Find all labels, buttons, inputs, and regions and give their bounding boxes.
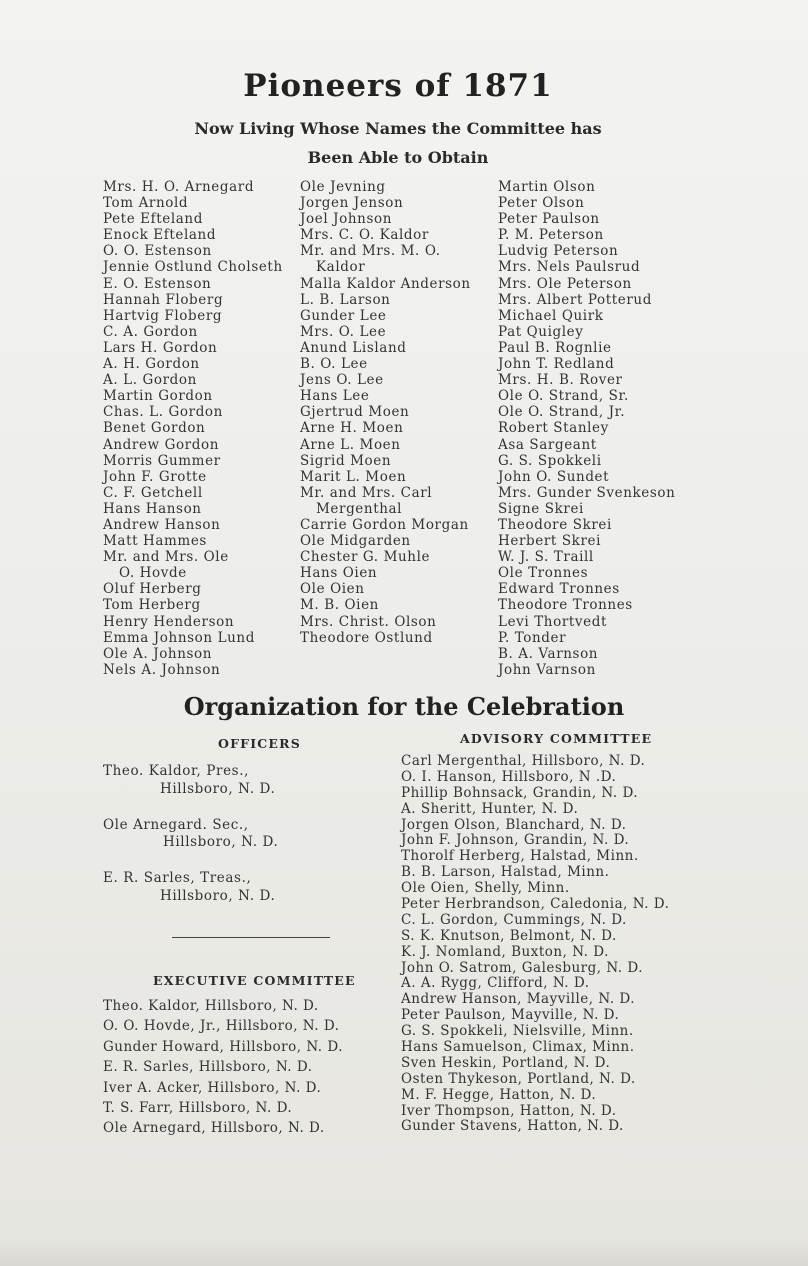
officer-president: Theo. Kaldor, Pres.,	[103, 763, 249, 779]
list-item: Joel Johnson	[300, 211, 393, 228]
list-item: Levi Thortvedt	[498, 613, 607, 630]
list-item: K. J. Nomland, Buxton, N. D.	[401, 943, 609, 960]
list-item: Ole Oien	[300, 581, 365, 598]
list-item: A. A. Rygg, Clifford, N. D.	[401, 975, 590, 992]
list-item: Theo. Kaldor, Hillsboro, N. D.	[103, 998, 319, 1014]
list-item: John Varnson	[498, 661, 596, 678]
list-item: E. R. Sarles, Hillsboro, N. D.	[103, 1059, 313, 1076]
list-item: Mrs. Christ. Olson	[300, 613, 437, 630]
list-item: G. S. Spokkeli	[498, 452, 602, 469]
list-item: Matt Hammes	[103, 533, 207, 550]
list-item: Hartvig Floberg	[103, 307, 223, 324]
list-item: Herbert Skrei	[498, 533, 602, 550]
list-item: Paul B. Rognlie	[498, 339, 612, 356]
list-item: Ole Arnegard, Hillsboro, N. D.	[103, 1120, 325, 1137]
list-item: S. K. Knutson, Belmont, N. D.	[401, 927, 617, 944]
subtitle-line-2: Been Able to Obtain	[307, 148, 489, 167]
list-item: Jennie Ostlund Cholseth	[103, 259, 283, 276]
list-item: Henry Henderson	[103, 613, 235, 630]
list-item: John F. Grotte	[103, 468, 207, 485]
list-item: M. F. Hegge, Hatton, N. D.	[401, 1086, 597, 1103]
officer-treasurer: E. R. Sarles, Treas.,	[103, 870, 252, 886]
list-item: Iver A. Acker, Hillsboro, N. D.	[103, 1079, 322, 1096]
list-item: Mr. and Mrs. M. O.	[300, 243, 441, 260]
list-item: John T. Redland	[498, 356, 615, 373]
list-item: Theodore Skrei	[498, 516, 612, 533]
list-item: Peter Paulson, Mayville, N. D.	[401, 1007, 620, 1024]
officers-heading: OFFICERS	[218, 736, 301, 751]
list-item: Phillip Bohnsack, Grandin, N. D.	[401, 784, 639, 801]
advisory-committee-heading: ADVISORY COMMITTEE	[460, 731, 653, 746]
list-item: Gunder Stavens, Hatton, N. D.	[401, 1118, 624, 1135]
organization-title: Organization for the Celebration	[183, 692, 625, 721]
list-item: Carl Mergenthal, Hillsboro, N. D.	[401, 753, 646, 769]
list-item: Robert Stanley	[498, 420, 609, 437]
list-item: Ole Jevning	[300, 179, 386, 195]
list-item: Andrew Gordon	[103, 436, 220, 453]
page-title: Pioneers of 1871	[243, 68, 553, 104]
list-item: A. Sheritt, Hunter, N. D.	[401, 800, 579, 817]
list-item: C. F. Getchell	[103, 484, 203, 501]
list-item: Carrie Gordon Morgan	[300, 516, 469, 533]
list-item: Arne L. Moen	[300, 436, 401, 453]
list-item: Kaldor	[316, 259, 366, 276]
list-item: Mrs. H. B. Rover	[498, 372, 623, 389]
pioneers-column-1	[103, 179, 283, 678]
executive-committee-list	[103, 996, 343, 1139]
list-item: Ole O. Strand, Sr.	[498, 388, 629, 405]
list-item: Mrs. Albert Potterud	[498, 291, 652, 308]
list-item: O. I. Hanson, Hillsboro, N .D.	[401, 768, 617, 785]
officer-secretary: Ole Arnegard. Sec.,	[103, 817, 249, 833]
list-item: Iver Thompson, Hatton, N. D.	[401, 1102, 617, 1119]
list-item: Andrew Hanson	[103, 516, 221, 533]
list-item: B. A. Varnson	[498, 645, 599, 662]
list-item: A. L. Gordon	[103, 372, 197, 389]
list-item: E. O. Estenson	[103, 275, 212, 292]
list-item: Hans Samuelson, Climax, Minn.	[401, 1039, 635, 1056]
list-item: Signe Skrei	[498, 500, 584, 517]
list-item: Mr. and Mrs. Ole	[103, 549, 229, 566]
list-item: Ole Midgarden	[300, 533, 411, 550]
list-item: Peter Olson	[498, 195, 585, 212]
list-item: Lars H. Gordon	[103, 339, 218, 356]
list-item: Theodore Tronnes	[498, 597, 633, 614]
list-item: Osten Thykeson, Portland, N. D.	[401, 1070, 636, 1087]
list-item: Mergenthal	[316, 500, 403, 517]
list-item: B. O. Lee	[300, 356, 368, 373]
list-item: Theodore Ostlund	[300, 629, 433, 646]
subtitle-line-1: Now Living Whose Names the Committee has	[194, 119, 602, 138]
list-item: John F. Johnson, Grandin, N. D.	[401, 832, 630, 849]
list-item: Ole O. Strand, Jr.	[498, 404, 626, 421]
list-item: Thorolf Herberg, Halstad, Minn.	[401, 848, 639, 865]
list-item: L. B. Larson	[300, 291, 391, 308]
list-item: O. Hovde	[119, 565, 187, 582]
list-item: Chas. L. Gordon	[103, 404, 223, 421]
list-item: Jorgen Olson, Blanchard, N. D.	[401, 816, 627, 833]
list-item: Chester G. Muhle	[300, 549, 431, 566]
list-item: Mrs. C. O. Kaldor	[300, 227, 429, 244]
list-item: O. O. Hovde, Jr., Hillsboro, N. D.	[103, 1018, 340, 1035]
list-item: Oluf Herberg	[103, 581, 202, 598]
list-item: Emma Johnson Lund	[103, 629, 255, 646]
list-item: Ole Oien, Shelly, Minn.	[401, 880, 570, 897]
list-item: Malla Kaldor Anderson	[300, 275, 471, 292]
list-item: John O. Sundet	[498, 468, 610, 485]
advisory-committee-list	[401, 754, 669, 1135]
list-item: Mrs. Nels Paulsrud	[498, 259, 641, 276]
list-item: Arne H. Moen	[300, 420, 404, 437]
list-item: Ole A. Johnson	[103, 645, 213, 662]
list-item: Mrs. O. Lee	[300, 323, 387, 340]
list-item: T. S. Farr, Hillsboro, N. D.	[103, 1099, 293, 1116]
list-item: Michael Quirk	[498, 307, 604, 324]
list-item: C. L. Gordon, Cummings, N. D.	[401, 911, 627, 928]
list-item: Peter Paulson	[498, 211, 600, 228]
list-item: C. A. Gordon	[103, 323, 198, 340]
list-item: Jens O. Lee	[300, 372, 384, 389]
list-item: Mrs. H. O. Arnegard	[103, 179, 255, 195]
list-item: Asa Sargeant	[498, 436, 597, 453]
list-item: Anund Lisland	[300, 339, 407, 356]
list-item: Hans Lee	[300, 388, 370, 405]
list-item: Morris Gummer	[103, 452, 221, 469]
list-item: Martin Olson	[498, 179, 596, 195]
list-item: Mr. and Mrs. Carl	[300, 484, 433, 501]
list-item: P. M. Peterson	[498, 227, 604, 244]
list-item: Hans Hanson	[103, 500, 202, 517]
list-item: M. B. Oien	[300, 597, 379, 614]
list-item: Hans Oien	[300, 565, 378, 582]
list-item: Mrs. Ole Peterson	[498, 275, 632, 292]
officer-secretary-location: Hillsboro, N. D.	[163, 834, 279, 850]
list-item: Andrew Hanson, Mayville, N. D.	[401, 991, 636, 1008]
list-item: Mrs. Gunder Svenkeson	[498, 484, 676, 501]
pioneers-column-2	[300, 179, 471, 646]
list-item: W. J. S. Traill	[498, 549, 594, 566]
list-item: Tom Arnold	[103, 195, 189, 212]
divider-rule	[172, 937, 330, 938]
list-item: Pat Quigley	[498, 323, 584, 340]
list-item: Martin Gordon	[103, 388, 213, 405]
list-item: Sigrid Moen	[300, 452, 392, 469]
page-bottom-edge	[0, 1240, 808, 1266]
executive-committee-heading: EXECUTIVE COMMITTEE	[153, 973, 356, 988]
list-item: Gunder Howard, Hillsboro, N. D.	[103, 1038, 343, 1055]
list-item: Gunder Lee	[300, 307, 387, 324]
list-item: John O. Satrom, Galesburg, N. D.	[401, 959, 644, 976]
list-item: A. H. Gordon	[103, 356, 200, 373]
list-item: Ludvig Peterson	[498, 243, 619, 260]
list-item: Hannah Floberg	[103, 291, 224, 308]
list-item: Nels A. Johnson	[103, 661, 221, 678]
list-item: P. Tonder	[498, 629, 567, 646]
list-item: Sven Heskin, Portland, N. D.	[401, 1054, 611, 1071]
list-item: Ole Tronnes	[498, 565, 589, 582]
list-item: Peter Herbrandson, Caledonia, N. D.	[401, 896, 670, 913]
list-item: Jorgen Jenson	[300, 195, 404, 212]
list-item: Pete Efteland	[103, 211, 203, 228]
list-item: Marit L. Moen	[300, 468, 407, 485]
list-item: G. S. Spokkeli, Nielsville, Minn.	[401, 1023, 634, 1040]
list-item: Tom Herberg	[103, 597, 201, 614]
list-item: Edward Tronnes	[498, 581, 620, 598]
officer-treasurer-location: Hillsboro, N. D.	[160, 888, 276, 904]
list-item: B. B. Larson, Halstad, Minn.	[401, 864, 610, 881]
officer-president-location: Hillsboro, N. D.	[160, 781, 276, 797]
list-item: Benet Gordon	[103, 420, 206, 437]
list-item: Enock Efteland	[103, 227, 217, 244]
list-item: O. O. Estenson	[103, 243, 212, 260]
pioneers-column-3	[498, 179, 675, 678]
list-item: Gjertrud Moen	[300, 404, 410, 421]
